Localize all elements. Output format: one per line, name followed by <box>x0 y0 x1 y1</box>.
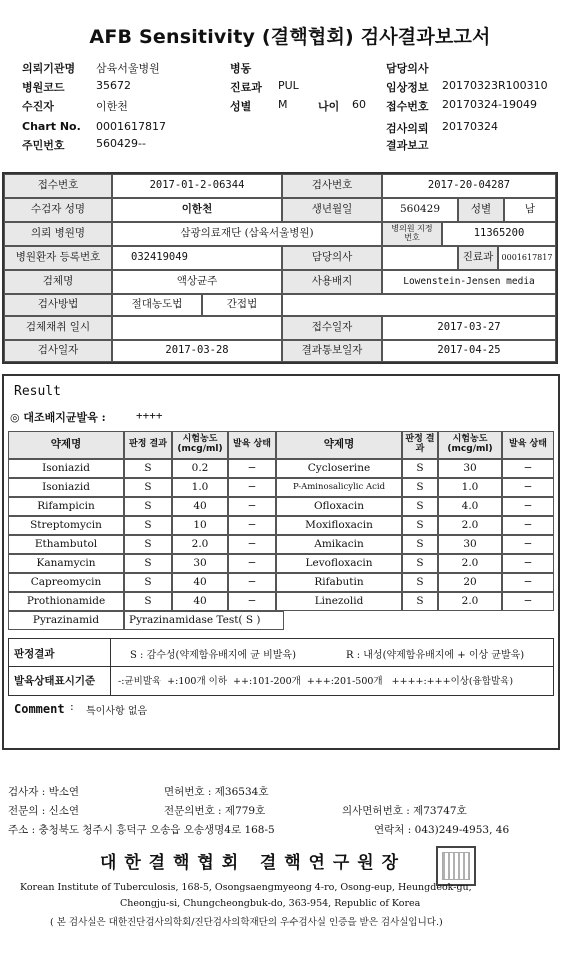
hdr-label: 진료과 <box>230 81 262 94</box>
drug-cell: S <box>402 459 438 478</box>
drug-cell: S <box>124 554 172 573</box>
address: 주소 : 충청북도 청주시 흥덕구 오송읍 오송생명4로 168-5 <box>8 824 275 836</box>
table-header: 약제명 <box>276 431 402 459</box>
drug-cell: Ofloxacin <box>276 497 402 516</box>
drug-cell: 1.0 <box>172 478 228 497</box>
drug-cell: − <box>228 497 276 516</box>
age-label: 나이 <box>318 100 340 113</box>
table-header: 시험농도 (mcg/ml) <box>438 431 502 459</box>
table-header: 판정 결과 <box>402 431 438 459</box>
method-1: 절대농도법 <box>112 294 202 316</box>
dob: 560429 <box>382 198 458 222</box>
comment-value: 특이사항 없음 <box>86 706 148 717</box>
drug-cell: Ethambutol <box>8 535 124 554</box>
test-date: 2017-03-28 <box>112 340 282 362</box>
drug-cell: S <box>402 516 438 535</box>
growth-legend-label: 발육상태표시기준 <box>14 675 96 687</box>
hdr-value: 20170323R100310 <box>442 79 548 92</box>
drug-cell: 4.0 <box>438 497 502 516</box>
table-header: 발육 상태 <box>502 431 554 459</box>
drug-cell: P-Aminosalicylic Acid <box>276 478 402 497</box>
reception-no: 2017-01-2-06344 <box>112 174 282 198</box>
hdr-value: 삼육서울병원 <box>96 62 160 75</box>
drug-cell: − <box>228 478 276 497</box>
report-date: 2017-04-25 <box>382 340 556 362</box>
drug-cell: 20 <box>438 573 502 592</box>
drug-cell: Capreomycin <box>8 573 124 592</box>
pza-value: Pyrazinamidase Test( S ) <box>124 611 284 630</box>
drug-cell: S <box>402 554 438 573</box>
drug-cell: − <box>228 516 276 535</box>
drug-cell: 30 <box>172 554 228 573</box>
table-header: 시험농도 (mcg/ml) <box>172 431 228 459</box>
label-cell: 검체채취 일시 <box>4 316 112 340</box>
empty-cell <box>282 294 556 316</box>
drug-cell: S <box>402 497 438 516</box>
license-1: 면허번호 : 제36534호 <box>164 786 269 798</box>
drug-cell: Isoniazid <box>8 459 124 478</box>
drug-cell: Rifampicin <box>8 497 124 516</box>
drug-cell: S <box>124 573 172 592</box>
license-2: 전문의번호 : 제779호 <box>164 805 266 817</box>
divider <box>110 638 111 696</box>
drug-cell: 30 <box>438 459 502 478</box>
hospital-name: 삼광의료재단 (삼육서울병원) <box>112 222 382 246</box>
label-cell: 의뢰 병원명 <box>4 222 112 246</box>
drug-cell: 2.0 <box>438 592 502 611</box>
label-cell: 접수번호 <box>4 174 112 198</box>
drug-cell: − <box>228 592 276 611</box>
hdr-value: PUL <box>278 79 299 92</box>
label-cell: 병의원 지정번호 <box>382 222 442 246</box>
receipt-date: 2017-03-27 <box>382 316 556 340</box>
table-header: 약제명 <box>8 431 124 459</box>
org-address-en-2: Cheongju-si, Chungcheongbuk-do, 363-954, Republic of Korea <box>120 898 421 909</box>
label-cell: 생년월일 <box>282 198 382 222</box>
drug-cell: Cycloserine <box>276 459 402 478</box>
org-address-en-1: Korean Institute of Tuberculosis, 168-5, Osongsaengmyeong 4-ro, Osong-eup, Heungdeok-gu, <box>20 882 472 893</box>
contact: 연락처 : 043)249-4953, 46 <box>374 824 510 836</box>
drug-cell: 0.2 <box>172 459 228 478</box>
drug-cell: S <box>124 478 172 497</box>
comment-colon: : <box>70 700 74 713</box>
label-cell: 진료과 <box>458 246 498 270</box>
drug-cell: 2.0 <box>172 535 228 554</box>
drug-cell: Isoniazid <box>8 478 124 497</box>
hdr-value: 20170324 <box>442 120 498 133</box>
drug-cell: S <box>402 573 438 592</box>
dept: 0001617817 <box>498 246 556 270</box>
license-3: 의사면허번호 : 제73747호 <box>342 805 467 817</box>
specialist: 전문의 : 신소연 <box>8 805 80 817</box>
drug-cell: − <box>502 592 554 611</box>
drug-cell: Kanamycin <box>8 554 124 573</box>
hdr-label: 담당의사 <box>386 62 429 75</box>
drug-cell: 10 <box>172 516 228 535</box>
drug-cell: S <box>124 535 172 554</box>
control-value: ++++ <box>136 409 163 422</box>
report-title: AFB Sensitivity (결핵협회) 검사결과보고서 <box>89 26 491 48</box>
drug-cell: S <box>124 459 172 478</box>
label-cell: 검사일자 <box>4 340 112 362</box>
drug-cell: − <box>502 573 554 592</box>
examiner: 검사자 : 박소연 <box>8 786 80 798</box>
org-name-ko: 대 한 결 핵 협 회 결 핵 연 구 원 장 <box>100 853 400 873</box>
specimen: 액상균주 <box>112 270 282 294</box>
hdr-label: 병원코드 <box>22 81 65 94</box>
hdr-label: 수진자 <box>22 100 54 113</box>
drug-cell: − <box>502 497 554 516</box>
reg-no: 032419049 <box>112 246 282 270</box>
drug-cell: Rifabutin <box>276 573 402 592</box>
drug-cell: Streptomycin <box>8 516 124 535</box>
drug-cell: Linezolid <box>276 592 402 611</box>
hdr-label: Chart No. <box>22 120 81 133</box>
drug-cell: 40 <box>172 573 228 592</box>
judge-legend-label: 판정결과 <box>14 648 55 660</box>
drug-cell: S <box>124 516 172 535</box>
hdr-value: 35672 <box>96 79 131 92</box>
drug-cell: 40 <box>172 592 228 611</box>
drug-cell: − <box>228 535 276 554</box>
drug-cell: Moxifloxacin <box>276 516 402 535</box>
hdr-value: 이한천 <box>96 100 128 113</box>
method-2: 간접법 <box>202 294 282 316</box>
drug-cell: S <box>124 497 172 516</box>
medium: Lowenstein-Jensen media <box>382 270 556 294</box>
drug-cell: − <box>502 554 554 573</box>
divider <box>8 666 554 667</box>
pza-label: Pyrazinamid <box>8 611 124 630</box>
hdr-value: 0001617817 <box>96 120 166 133</box>
growth-legend-text: -:균비발육 +:100개 이하 ++:101-200개 +++:201-500개 ++++:+++이상(융합발육) <box>118 676 514 687</box>
hdr-label: 접수번호 <box>386 100 429 113</box>
drug-cell: S <box>402 592 438 611</box>
drug-cell: S <box>402 478 438 497</box>
hdr-value: 20170324-19049 <box>442 98 537 111</box>
label-cell: 접수일자 <box>282 316 382 340</box>
drug-cell: S <box>124 592 172 611</box>
drug-cell: − <box>502 459 554 478</box>
hdr-label: 병동 <box>230 62 252 75</box>
certification-note: ( 본 검사실은 대한진단검사의학회/진단검사의학재단의 우수검사실 인증을 받은 검사실입니다.) <box>50 917 443 928</box>
drug-cell: − <box>228 554 276 573</box>
drug-cell: − <box>228 459 276 478</box>
patient-name: 이한천 <box>112 198 282 222</box>
label-cell: 결과통보일자 <box>282 340 382 362</box>
drug-cell: 40 <box>172 497 228 516</box>
age-value: 60 <box>352 98 366 111</box>
doctor <box>382 246 458 270</box>
hdr-label: 의뢰기관명 <box>22 62 76 75</box>
test-no: 2017-20-04287 <box>382 174 556 198</box>
judge-r-text: R : 내성(약제함유배지에 + 이상 균발육) <box>346 650 525 661</box>
hdr-label: 임상정보 <box>386 81 429 94</box>
drug-cell: 2.0 <box>438 516 502 535</box>
drug-cell: 1.0 <box>438 478 502 497</box>
comment-label: Comment <box>14 702 65 716</box>
hdr-label: 결과보고 <box>386 139 429 152</box>
drug-cell: 30 <box>438 535 502 554</box>
hosp-code: 11365200 <box>442 222 556 246</box>
drug-cell: − <box>228 573 276 592</box>
hdr-label: 주민번호 <box>22 139 65 152</box>
drug-cell: Amikacin <box>276 535 402 554</box>
official-seal <box>436 846 476 886</box>
hdr-value: M <box>278 98 288 111</box>
hdr-label: 성별 <box>230 100 252 113</box>
collect-date <box>112 316 282 340</box>
sex: 남 <box>504 198 556 222</box>
label-cell: 검사번호 <box>282 174 382 198</box>
drug-cell: 2.0 <box>438 554 502 573</box>
control-label: ◎ 대조배지균발육 : <box>10 411 106 424</box>
hdr-value: 560429-- <box>96 137 146 150</box>
label-cell: 검체명 <box>4 270 112 294</box>
label-cell: 사용배지 <box>282 270 382 294</box>
label-cell: 병원환자 등록번호 <box>4 246 112 270</box>
label-cell: 검사방법 <box>4 294 112 316</box>
table-header: 발육 상태 <box>228 431 276 459</box>
table-header: 판정 결과 <box>124 431 172 459</box>
hdr-label: 검사의뢰 <box>386 122 429 135</box>
label-cell: 담당의사 <box>282 246 382 270</box>
judge-s-text: S : 감수성(약제함유배지에 균 비발육) <box>130 650 296 661</box>
label-cell: 수검자 성명 <box>4 198 112 222</box>
drug-cell: − <box>502 478 554 497</box>
drug-cell: Prothionamide <box>8 592 124 611</box>
drug-cell: S <box>402 535 438 554</box>
drug-cell: Levofloxacin <box>276 554 402 573</box>
drug-cell: − <box>502 535 554 554</box>
label-cell: 성별 <box>458 198 504 222</box>
drug-cell: − <box>502 516 554 535</box>
result-heading: Result <box>14 384 61 399</box>
